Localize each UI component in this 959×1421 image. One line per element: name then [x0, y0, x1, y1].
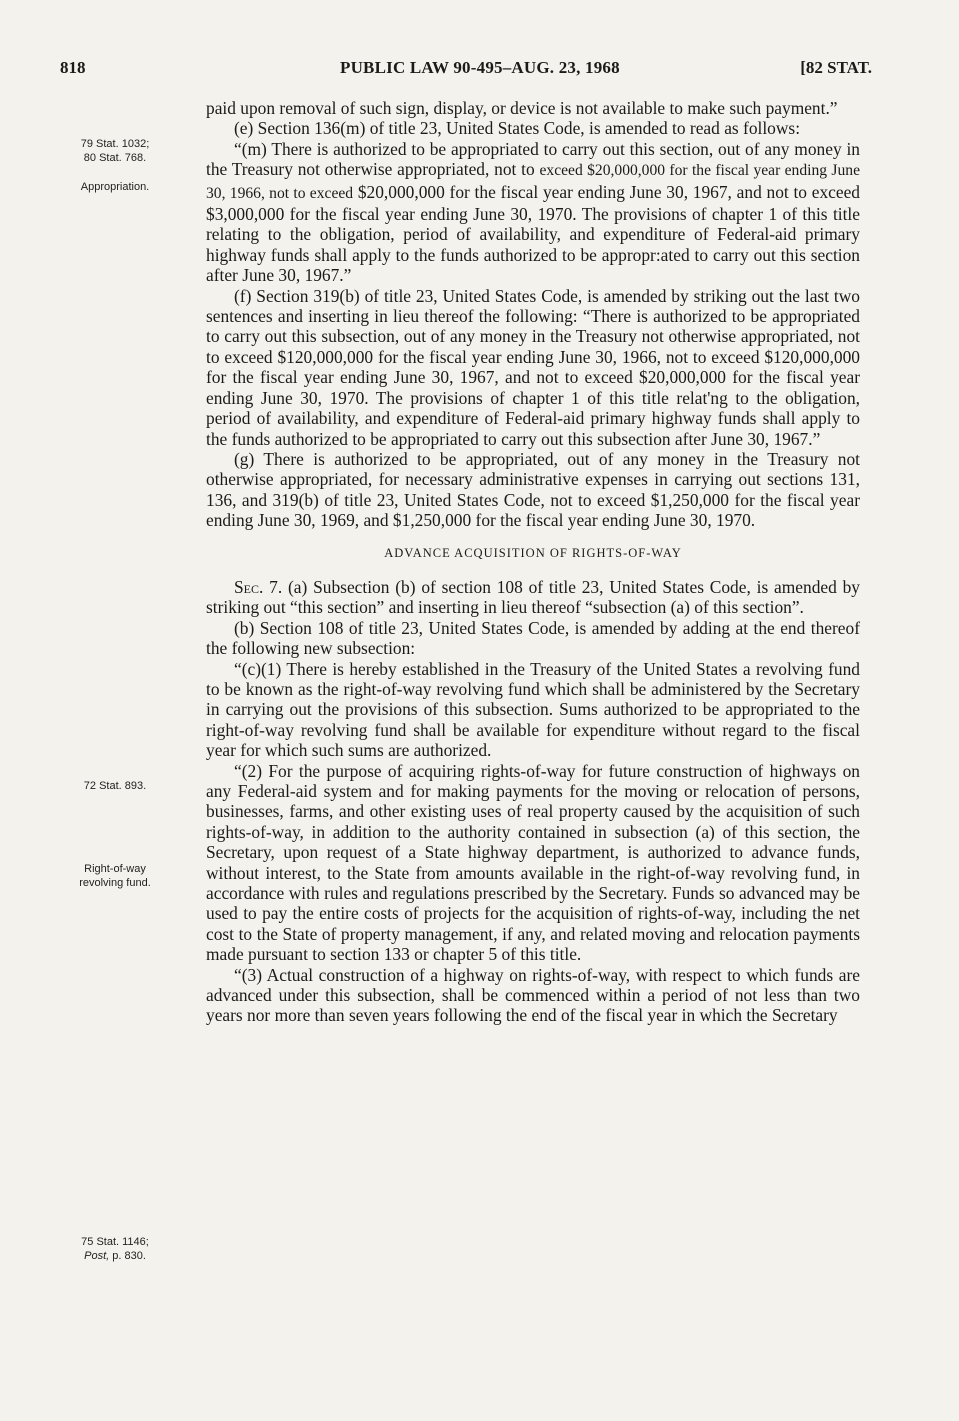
margin-note-72-stat: 72 Stat. 893.: [83, 780, 147, 792]
section-heading: ADVANCE ACQUISITION OF RIGHTS-OF-WAY: [384, 545, 682, 560]
page-title: PUBLIC LAW 90-495–AUG. 23, 1968: [340, 58, 620, 77]
statute-body: [206, 98, 860, 1026]
paragraph-c1: “(c)(1) There is hereby established in the Treasury of the United States a revolving fund to be known as the right-of-way revolving fund which shall be administered by the Secretary in carrying out the provisions of this subsection. Sums authorized to be appropriated to the right-of-way revolving fund shall be available for expenditure without regard to the fiscal year for which such sums are authorized.: [206, 658, 860, 761]
paragraph-continuation: paid upon removal of such sign, display, or device is not available to make such payment.”: [206, 98, 838, 118]
margin-note-appropriation: Appropriation.: [80, 181, 150, 193]
paragraph-g: (g) There is authorized to be appropriated, out of any money in the Treasury not otherwise appropriated, for necessary administrative expenses in carrying out sections 131, 136, and 319(b) of title 23, United States Code, not to exceed $1,250,000 for the fiscal year ending June 30, 1969, and $1,250,000 for the fiscal year ending June 30, 1970.: [206, 448, 860, 531]
margin-note-revolving-fund: Right-of-way revolving fund.: [79, 863, 151, 889]
paragraph-sec-7b: (b) Section 108 of title 23, United States Code, is amended by adding at the end thereof the following new subsection:: [206, 617, 860, 659]
statute-reference: [82 STAT.: [800, 58, 872, 77]
page-header: [60, 58, 872, 84]
margin-note-stat-citation: 79 Stat. 1032; 80 Stat. 768.: [80, 138, 150, 164]
paragraph-c2: “(2) For the purpose of acquiring rights-of-way for future construction of highways on any Federal-aid system and for making payments for the moving or relocation of persons, businesses, farms, and other existing uses of real property caused by the acquisition of such rights-of-way, in addition to the authority contained in subsection (a) of this section, the Secretary, upon request of a State highway department, is authorized to advance funds, without interest, to the State from amounts available in the right-of-way revolving fund, in accordance with rules and regulations prescribed by the Secretary. Funds so advanced may be used to pay the entire costs of projects for the acquisition of rights-of-way, including the net cost to the State of property management, if any, and related moving and relocation payments made pursuant to section 133 or chapter 5 of this title.: [206, 760, 860, 965]
paragraph-m: “(m) There is authorized to be appropriated to carry out this section, out of any money in the Treasury not otherwise appropriated, not to exceed $20,000,000 for the fiscal year ending June 30, 1966, not to exceed $20,000,000 for the fiscal year ending June 30, 1967, and not to exceed $3,000,000 for the fiscal year ending June 30, 1970. The provisions of chapter 1 of this title relating to the obligation, period of availability, and expenditure of Federal-aid primary highway funds shall apply to the funds authorized to be appropr:ated to carry out this section after June 30, 1967.”: [206, 138, 861, 286]
paragraph-f: (f) Section 319(b) of title 23, United States Code, is amended by striking out the last two sentences and inserting in lieu thereof the following: “There is authorized to be appropriated to carry out this subsection, out of any money in the Treasury not otherwise appropriated, not to exceed $120,000,000 for the fiscal year ending June 30, 1966, not to exceed $120,000,000 for the fiscal year ending June 30, 1967, and not to exceed $20,000,000 for the fiscal year ending June 30, 1970. The provisions of chapter 1 of this title relat'ng to the obligation, period of availability, and expenditure of Federal-aid primary highway funds shall apply to the funds authorized to be appropriated to carry out this subsection after June 30, 1967.”: [206, 285, 860, 449]
paragraph-sec-7a: Sec. 7. (a) Subsection (b) of section 108 of title 23, United States Code, is amended by striking out “this section” and inserting in lieu thereof “subsection (a) of this section”.: [206, 576, 860, 618]
paragraph-e: (e) Section 136(m) of title 23, United States Code, is amended to read as follows:: [234, 118, 801, 139]
page-number: 818: [60, 58, 86, 77]
paragraph-c3: “(3) Actual construction of a highway on rights-of-way, with respect to which funds are advanced under this subsection, shall be commenced within a period of not less than two years nor more than seven years following the end of the fiscal year in which the Secretary: [206, 964, 860, 1026]
margin-note-75-stat: 75 Stat. 1146; Post, p. 830.: [81, 1236, 149, 1262]
